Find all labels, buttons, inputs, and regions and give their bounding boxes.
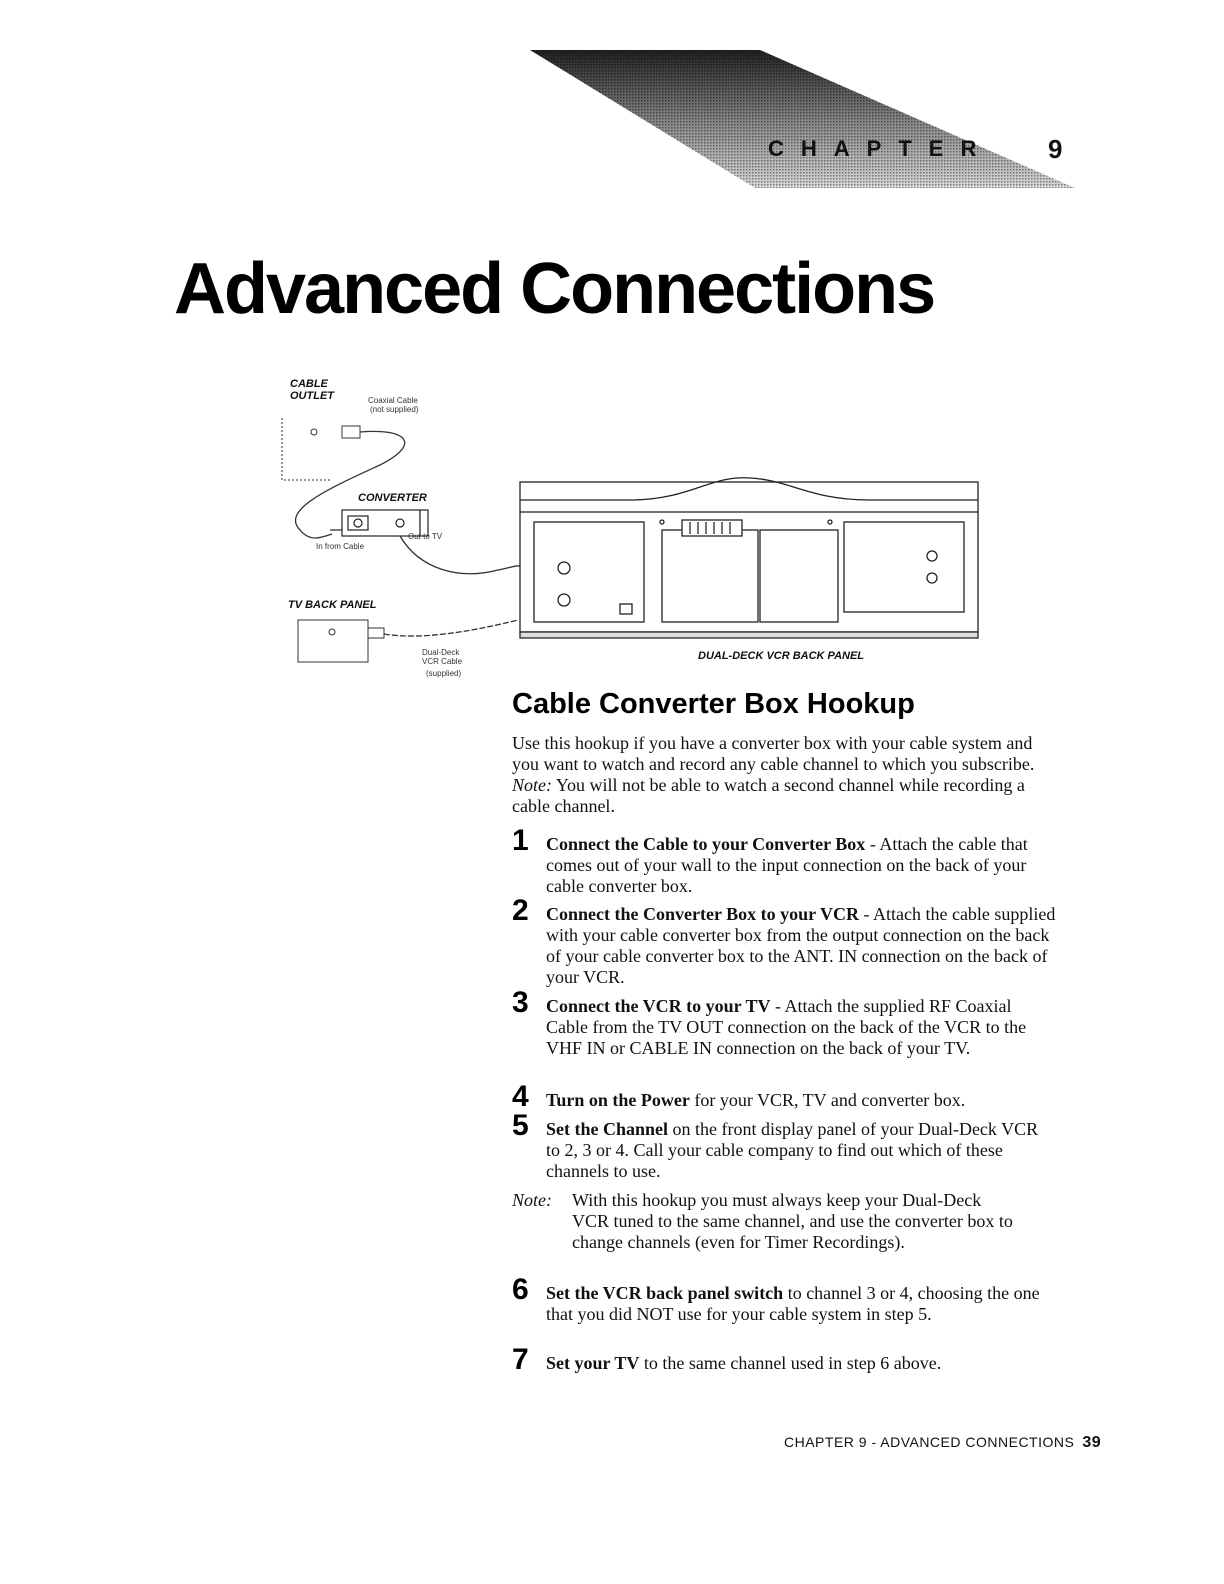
step-number: 1: [512, 824, 529, 857]
cable-outlet-plate: [282, 418, 360, 480]
step-heading: Set your TV: [546, 1353, 640, 1373]
converter-label: CONVERTER: [358, 492, 427, 504]
intro-text-before: Use this hookup if you have a converter box with your cable system and you want to watch and record any cable channel to which you subscribe.: [512, 733, 1035, 774]
step-heading: Connect the VCR to your TV: [546, 996, 771, 1016]
step-body: - Attach the supplied RF Coaxial Cable from the TV OUT connection on the back of the VCR to the VHF IN or CABLE IN connection on the back of your TV.: [546, 996, 1027, 1058]
page-title: Advanced Connections: [174, 249, 935, 329]
note-text: With this hookup you must always keep your Dual-Deck VCR tuned to the same channel, and use the converter box to change channels (even for Timer Recordings).: [572, 1190, 1013, 1252]
step-body: to channel 3 or 4, choosing the one that you did NOT use for your cable system in step 5.: [546, 1283, 1040, 1324]
footer-chapter-label: CHAPTER 9 - ADVANCED CONNECTIONS: [784, 1434, 1075, 1450]
step-number: 3: [512, 986, 529, 1019]
chapter-banner: [530, 40, 1075, 190]
cable-outlet-label: CABLE OUTLET: [290, 378, 334, 402]
intro-note-label: Note:: [512, 775, 552, 795]
step-body: - Attach the cable supplied with your cable converter box from the output connection on the back of your cable converter box to the ANT. IN connection on the back of your VCR.: [546, 904, 1056, 987]
step-heading: Set the VCR back panel switch: [546, 1283, 784, 1303]
chapter-label: CHAPTER: [768, 136, 994, 161]
step-number: 7: [512, 1343, 529, 1376]
step-number: 2: [512, 894, 529, 927]
step-body: to the same channel used in step 6 above.: [639, 1353, 942, 1373]
section-title: Cable Converter Box Hookup: [512, 688, 915, 720]
vcr-back-panel: [520, 478, 978, 638]
step-number: 5: [512, 1109, 529, 1142]
page-footer: [784, 1434, 1101, 1452]
coaxial-cable-label: Coaxial Cable: [368, 396, 418, 405]
step-heading: Turn on the Power: [546, 1090, 690, 1110]
vcr-back-panel-label: DUAL-DECK VCR BACK PANEL: [698, 650, 865, 662]
intro-paragraph: [512, 733, 1052, 817]
step-body: - Attach the cable that comes out of your wall to the input connection on the back of your cable converter box.: [546, 834, 1028, 896]
intro-text-after: You will not be able to watch a second channel while recording a cable channel.: [512, 775, 1025, 816]
not-supplied-label: (not supplied): [370, 405, 419, 414]
step-body: on the front display panel of your Dual-Deck VCR to 2, 3 or 4. Call your cable company to find out which of these channels to use.: [546, 1119, 1039, 1181]
supplied-label: (supplied): [426, 669, 462, 678]
step-body: for your VCR, TV and converter box.: [689, 1090, 966, 1110]
in-from-cable-label: In from Cable: [316, 542, 365, 551]
step-number: 4: [512, 1080, 529, 1113]
step-heading: Connect the Cable to your Converter Box: [546, 834, 866, 854]
converter-to-vcr-cable: [400, 536, 522, 574]
vcr-to-tv-cable: [384, 620, 518, 636]
chapter-number: 9: [1048, 134, 1063, 164]
tv-back-panel: [298, 620, 384, 662]
step-heading: Set the Channel: [546, 1119, 669, 1139]
hookup-diagram: [270, 370, 990, 690]
page-number: 39: [1082, 1434, 1102, 1451]
step-heading: Connect the Converter Box to your VCR: [546, 904, 859, 924]
note-label: Note:: [512, 1190, 552, 1210]
tv-back-panel-label: TV BACK PANEL: [288, 599, 377, 611]
dual-deck-vcr-cable-label: Dual-Deck VCR Cable: [422, 648, 463, 666]
out-to-tv-label: Out to TV: [408, 532, 443, 541]
step-number: 6: [512, 1273, 529, 1306]
